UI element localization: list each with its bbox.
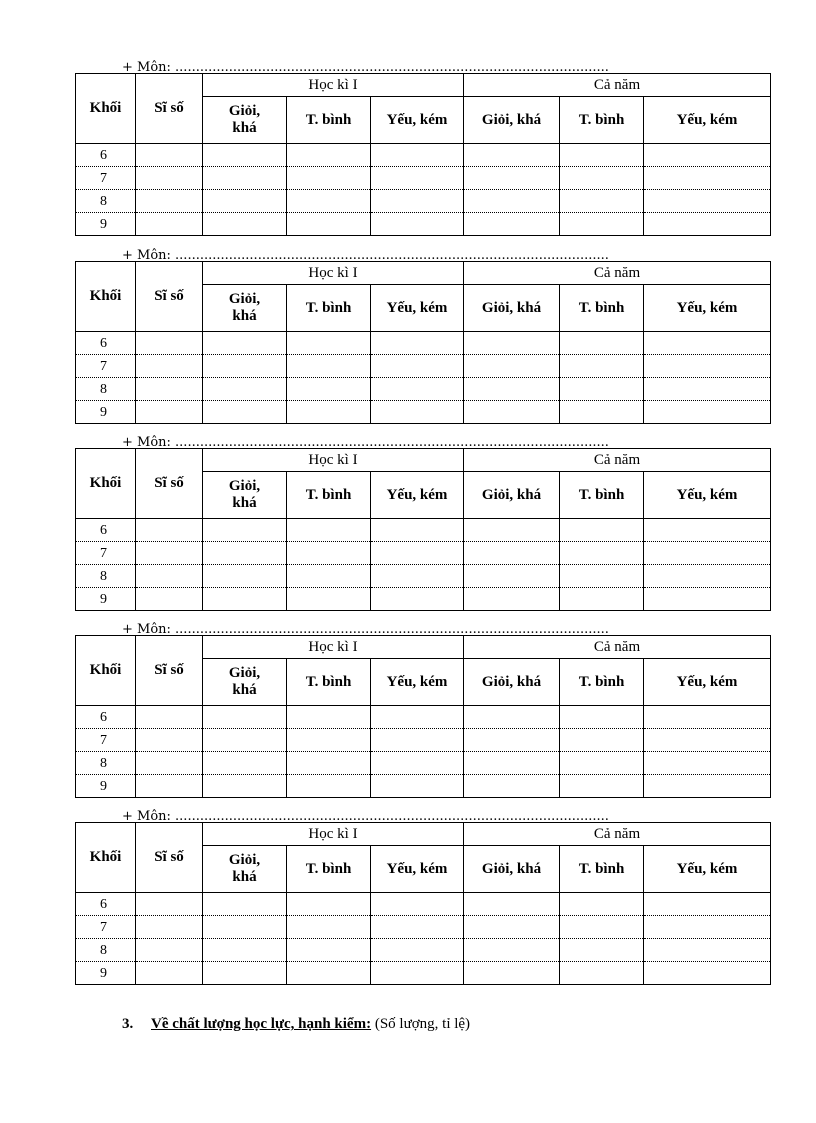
empty-cell: [371, 893, 464, 916]
empty-cell: [287, 729, 371, 752]
header-gioi-kha-cn: Giỏi, khá: [464, 659, 560, 706]
empty-cell: [560, 588, 644, 611]
empty-cell: [464, 706, 560, 729]
empty-cell: [203, 213, 287, 236]
empty-cell: [644, 167, 771, 190]
empty-cell: [287, 190, 371, 213]
empty-cell: [203, 893, 287, 916]
table-row: [76, 144, 771, 167]
grade-table: [75, 73, 771, 236]
header-ca-nam: Cả năm: [464, 74, 771, 97]
empty-cell: [287, 706, 371, 729]
grade-cell: 6: [76, 519, 136, 542]
grade-cell: 6: [76, 893, 136, 916]
subject-line: + Môn: .........................................................................................................: [122, 622, 609, 637]
empty-cell: [203, 775, 287, 798]
empty-cell: [644, 332, 771, 355]
empty-cell: [136, 729, 203, 752]
header-t-binh-cn: T. bình: [560, 97, 644, 144]
table-row: [76, 378, 771, 401]
header-khoi: Khối: [76, 74, 136, 144]
table-row: [76, 167, 771, 190]
header-t-binh-cn: T. bình: [560, 285, 644, 332]
empty-cell: [560, 213, 644, 236]
header-si-so: Sĩ số: [136, 262, 203, 332]
empty-cell: [560, 144, 644, 167]
empty-cell: [371, 729, 464, 752]
table-row: [76, 355, 771, 378]
empty-cell: [287, 213, 371, 236]
empty-cell: [644, 893, 771, 916]
empty-cell: [371, 190, 464, 213]
empty-cell: [644, 962, 771, 985]
empty-cell: [287, 378, 371, 401]
header-yeu-kem-hk1: Yếu, kém: [371, 846, 464, 893]
section-3-heading: [122, 1016, 470, 1033]
empty-cell: [464, 190, 560, 213]
empty-cell: [203, 519, 287, 542]
empty-cell: [287, 565, 371, 588]
empty-cell: [203, 190, 287, 213]
grade-cell: 7: [76, 542, 136, 565]
header-khoi: Khối: [76, 262, 136, 332]
header-si-so: Sĩ số: [136, 449, 203, 519]
empty-cell: [371, 167, 464, 190]
header-ca-nam: Cả năm: [464, 449, 771, 472]
header-gioi-kha-cn: Giỏi, khá: [464, 472, 560, 519]
empty-cell: [203, 565, 287, 588]
header-hoc-ki-1: Học kì I: [203, 262, 464, 285]
empty-cell: [464, 378, 560, 401]
empty-cell: [287, 167, 371, 190]
table-row: [76, 775, 771, 798]
empty-cell: [464, 167, 560, 190]
empty-cell: [464, 332, 560, 355]
empty-cell: [644, 519, 771, 542]
grade-cell: 6: [76, 332, 136, 355]
header-t-binh-hk1: T. bình: [287, 659, 371, 706]
empty-cell: [464, 893, 560, 916]
empty-cell: [136, 332, 203, 355]
empty-cell: [203, 542, 287, 565]
grade-cell: 9: [76, 213, 136, 236]
empty-cell: [203, 401, 287, 424]
empty-cell: [371, 401, 464, 424]
header-t-binh-hk1: T. bình: [287, 846, 371, 893]
header-t-binh-hk1: T. bình: [287, 472, 371, 519]
header-yeu-kem-cn: Yếu, kém: [644, 846, 771, 893]
header-yeu-kem-hk1: Yếu, kém: [371, 285, 464, 332]
empty-cell: [644, 588, 771, 611]
table-row: [76, 752, 771, 775]
empty-cell: [560, 939, 644, 962]
empty-cell: [464, 519, 560, 542]
empty-cell: [644, 775, 771, 798]
empty-cell: [136, 916, 203, 939]
header-khoi: Khối: [76, 636, 136, 706]
empty-cell: [560, 706, 644, 729]
empty-cell: [464, 401, 560, 424]
empty-cell: [136, 706, 203, 729]
empty-cell: [287, 939, 371, 962]
empty-cell: [371, 775, 464, 798]
table-row: [76, 401, 771, 424]
empty-cell: [287, 588, 371, 611]
empty-cell: [287, 519, 371, 542]
header-hoc-ki-1: Học kì I: [203, 74, 464, 97]
empty-cell: [203, 916, 287, 939]
grade-cell: 8: [76, 752, 136, 775]
table-row: [76, 519, 771, 542]
header-yeu-kem-hk1: Yếu, kém: [371, 472, 464, 519]
empty-cell: [560, 752, 644, 775]
empty-cell: [371, 706, 464, 729]
empty-cell: [203, 962, 287, 985]
grade-cell: 7: [76, 355, 136, 378]
grade-cell: 7: [76, 167, 136, 190]
grade-cell: 8: [76, 939, 136, 962]
header-gioi-kha-hk1: Giỏi, khá: [203, 285, 287, 332]
empty-cell: [371, 213, 464, 236]
empty-cell: [371, 588, 464, 611]
subject-line: + Môn: .........................................................................................................: [122, 60, 609, 75]
header-yeu-kem-cn: Yếu, kém: [644, 97, 771, 144]
empty-cell: [464, 588, 560, 611]
table-row: [76, 565, 771, 588]
empty-cell: [644, 565, 771, 588]
empty-cell: [203, 706, 287, 729]
header-ca-nam: Cả năm: [464, 636, 771, 659]
empty-cell: [203, 752, 287, 775]
empty-cell: [287, 916, 371, 939]
header-gioi-kha-cn: Giỏi, khá: [464, 285, 560, 332]
empty-cell: [136, 401, 203, 424]
empty-cell: [371, 144, 464, 167]
table-row: [76, 729, 771, 752]
header-yeu-kem-cn: Yếu, kém: [644, 472, 771, 519]
empty-cell: [371, 332, 464, 355]
empty-cell: [136, 962, 203, 985]
header-gioi-kha-cn: Giỏi, khá: [464, 97, 560, 144]
empty-cell: [287, 401, 371, 424]
header-t-binh-hk1: T. bình: [287, 97, 371, 144]
empty-cell: [560, 962, 644, 985]
empty-cell: [560, 775, 644, 798]
empty-cell: [560, 893, 644, 916]
subject-line: + Môn: .........................................................................................................: [122, 248, 609, 263]
grade-table: [75, 261, 771, 424]
header-gioi-kha-hk1: Giỏi, khá: [203, 472, 287, 519]
empty-cell: [560, 565, 644, 588]
empty-cell: [644, 401, 771, 424]
empty-cell: [203, 939, 287, 962]
empty-cell: [287, 542, 371, 565]
grade-cell: 8: [76, 190, 136, 213]
empty-cell: [203, 167, 287, 190]
empty-cell: [560, 542, 644, 565]
header-gioi-kha-hk1: Giỏi, khá: [203, 659, 287, 706]
empty-cell: [136, 588, 203, 611]
empty-cell: [560, 401, 644, 424]
empty-cell: [136, 565, 203, 588]
empty-cell: [560, 729, 644, 752]
empty-cell: [464, 775, 560, 798]
empty-cell: [203, 588, 287, 611]
header-ca-nam: Cả năm: [464, 262, 771, 285]
empty-cell: [464, 752, 560, 775]
empty-cell: [464, 565, 560, 588]
grade-cell: 9: [76, 401, 136, 424]
section-note: (Số lượng, tỉ lệ): [374, 1016, 471, 1032]
empty-cell: [136, 167, 203, 190]
empty-cell: [464, 916, 560, 939]
empty-cell: [644, 916, 771, 939]
empty-cell: [136, 893, 203, 916]
empty-cell: [136, 144, 203, 167]
header-khoi: Khối: [76, 823, 136, 893]
empty-cell: [371, 962, 464, 985]
header-gioi-kha-hk1: Giỏi, khá: [203, 97, 287, 144]
table-row: [76, 332, 771, 355]
header-hoc-ki-1: Học kì I: [203, 636, 464, 659]
grade-table: [75, 448, 771, 611]
section-title: Về chất lượng học lực, hạnh kiểm:: [151, 1016, 372, 1032]
empty-cell: [203, 144, 287, 167]
empty-cell: [464, 144, 560, 167]
empty-cell: [464, 542, 560, 565]
empty-cell: [287, 893, 371, 916]
grade-cell: 8: [76, 378, 136, 401]
empty-cell: [136, 519, 203, 542]
empty-cell: [136, 752, 203, 775]
empty-cell: [136, 190, 203, 213]
empty-cell: [287, 355, 371, 378]
grade-table: [75, 635, 771, 798]
table-row: [76, 939, 771, 962]
empty-cell: [464, 355, 560, 378]
empty-cell: [203, 729, 287, 752]
subject-line: + Môn: .........................................................................................................: [122, 435, 609, 450]
empty-cell: [644, 355, 771, 378]
header-si-so: Sĩ số: [136, 823, 203, 893]
empty-cell: [371, 916, 464, 939]
empty-cell: [136, 378, 203, 401]
table-row: [76, 706, 771, 729]
header-yeu-kem-cn: Yếu, kém: [644, 659, 771, 706]
empty-cell: [464, 962, 560, 985]
empty-cell: [203, 378, 287, 401]
header-si-so: Sĩ số: [136, 636, 203, 706]
empty-cell: [287, 775, 371, 798]
empty-cell: [287, 962, 371, 985]
header-t-binh-hk1: T. bình: [287, 285, 371, 332]
header-hoc-ki-1: Học kì I: [203, 449, 464, 472]
header-khoi: Khối: [76, 449, 136, 519]
empty-cell: [371, 565, 464, 588]
empty-cell: [371, 542, 464, 565]
table-row: [76, 190, 771, 213]
empty-cell: [136, 213, 203, 236]
empty-cell: [371, 519, 464, 542]
empty-cell: [644, 939, 771, 962]
empty-cell: [464, 939, 560, 962]
subject-line: + Môn: .........................................................................................................: [122, 809, 609, 824]
header-yeu-kem-hk1: Yếu, kém: [371, 97, 464, 144]
table-row: [76, 962, 771, 985]
header-yeu-kem-cn: Yếu, kém: [644, 285, 771, 332]
empty-cell: [644, 144, 771, 167]
empty-cell: [644, 706, 771, 729]
table-row: [76, 916, 771, 939]
empty-cell: [203, 355, 287, 378]
empty-cell: [644, 213, 771, 236]
empty-cell: [560, 167, 644, 190]
grade-cell: 9: [76, 775, 136, 798]
empty-cell: [560, 519, 644, 542]
empty-cell: [644, 378, 771, 401]
header-hoc-ki-1: Học kì I: [203, 823, 464, 846]
table-row: [76, 588, 771, 611]
empty-cell: [136, 355, 203, 378]
header-gioi-kha-hk1: Giỏi, khá: [203, 846, 287, 893]
empty-cell: [464, 729, 560, 752]
empty-cell: [371, 355, 464, 378]
header-gioi-kha-cn: Giỏi, khá: [464, 846, 560, 893]
empty-cell: [560, 190, 644, 213]
empty-cell: [371, 939, 464, 962]
table-row: [76, 893, 771, 916]
header-yeu-kem-hk1: Yếu, kém: [371, 659, 464, 706]
table-row: [76, 542, 771, 565]
header-t-binh-cn: T. bình: [560, 472, 644, 519]
empty-cell: [287, 752, 371, 775]
table-row: [76, 213, 771, 236]
grade-cell: 7: [76, 916, 136, 939]
empty-cell: [136, 775, 203, 798]
empty-cell: [644, 752, 771, 775]
grade-cell: 6: [76, 706, 136, 729]
empty-cell: [136, 939, 203, 962]
grade-table: [75, 822, 771, 985]
header-si-so: Sĩ số: [136, 74, 203, 144]
header-ca-nam: Cả năm: [464, 823, 771, 846]
header-t-binh-cn: T. bình: [560, 846, 644, 893]
empty-cell: [371, 378, 464, 401]
empty-cell: [560, 332, 644, 355]
empty-cell: [464, 213, 560, 236]
empty-cell: [560, 916, 644, 939]
empty-cell: [203, 332, 287, 355]
grade-cell: 7: [76, 729, 136, 752]
grade-cell: 9: [76, 588, 136, 611]
empty-cell: [371, 752, 464, 775]
header-t-binh-cn: T. bình: [560, 659, 644, 706]
empty-cell: [560, 378, 644, 401]
empty-cell: [136, 542, 203, 565]
section-number: 3.: [122, 1016, 134, 1032]
grade-cell: 9: [76, 962, 136, 985]
empty-cell: [287, 332, 371, 355]
empty-cell: [287, 144, 371, 167]
empty-cell: [560, 355, 644, 378]
empty-cell: [644, 542, 771, 565]
empty-cell: [644, 729, 771, 752]
empty-cell: [644, 190, 771, 213]
grade-cell: 6: [76, 144, 136, 167]
grade-cell: 8: [76, 565, 136, 588]
